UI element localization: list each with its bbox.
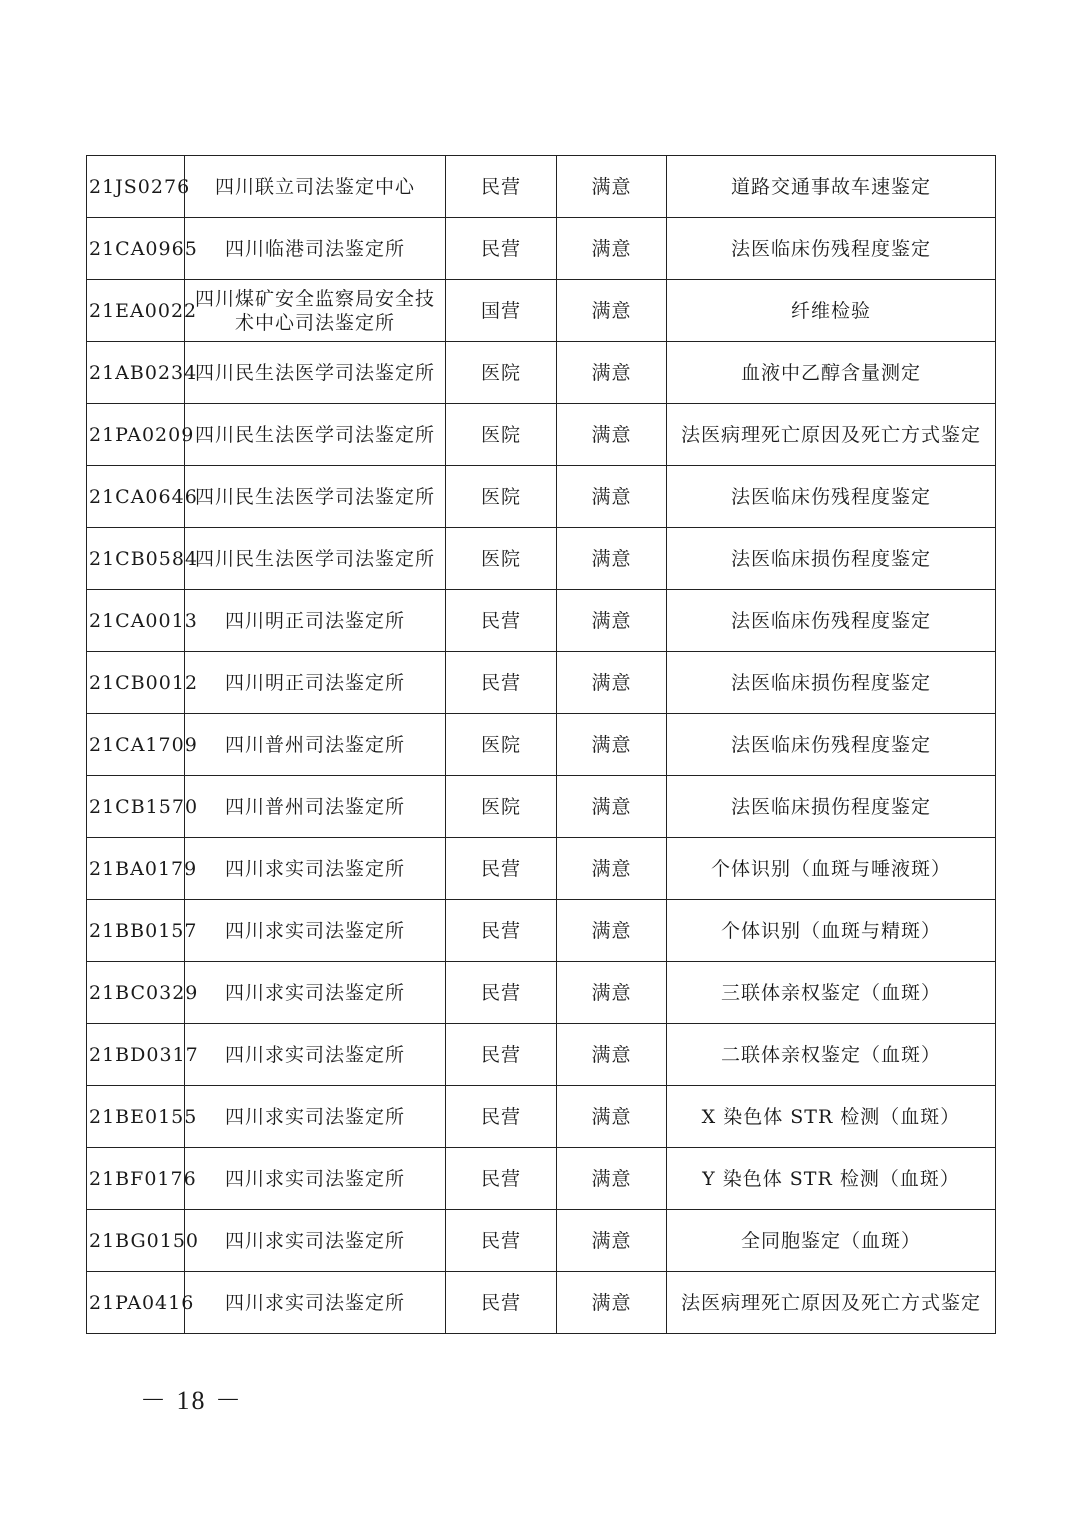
cell-code: 21BF0176 (87, 1148, 185, 1210)
results-table (86, 155, 996, 1334)
cell-code: 21EA0022 (87, 280, 185, 342)
cell-code: 21BE0155 (87, 1086, 185, 1148)
cell-institution: 四川求实司法鉴定所 (185, 962, 446, 1024)
cell-institution: 四川普州司法鉴定所 (185, 714, 446, 776)
cell-project: 三联体亲权鉴定（血斑） (667, 962, 996, 1024)
cell-institution: 四川民生法医学司法鉴定所 (185, 404, 446, 466)
cell-institution: 四川求实司法鉴定所 (185, 1272, 446, 1334)
cell-result: 满意 (557, 714, 667, 776)
cell-code: 21CA0013 (87, 590, 185, 652)
cell-code: 21BA0179 (87, 838, 185, 900)
cell-type: 民营 (446, 900, 557, 962)
cell-institution: 四川民生法医学司法鉴定所 (185, 466, 446, 528)
cell-code: 21CB0584 (87, 528, 185, 590)
cell-result: 满意 (557, 838, 667, 900)
cell-result: 满意 (557, 342, 667, 404)
cell-institution: 四川求实司法鉴定所 (185, 1210, 446, 1272)
table-row (87, 156, 996, 218)
cell-institution: 四川普州司法鉴定所 (185, 776, 446, 838)
cell-project: 血液中乙醇含量测定 (667, 342, 996, 404)
table-row (87, 1210, 996, 1272)
cell-project: 法医临床损伤程度鉴定 (667, 776, 996, 838)
page-number: － 18 － (140, 1386, 244, 1415)
cell-code: 21BB0157 (87, 900, 185, 962)
cell-result: 满意 (557, 466, 667, 528)
table-row (87, 1272, 996, 1334)
cell-type: 医院 (446, 342, 557, 404)
cell-institution: 四川求实司法鉴定所 (185, 838, 446, 900)
cell-type: 医院 (446, 466, 557, 528)
cell-project: 法医病理死亡原因及死亡方式鉴定 (667, 404, 996, 466)
cell-code: 21JS0276 (87, 156, 185, 218)
cell-type: 医院 (446, 528, 557, 590)
table-row (87, 652, 996, 714)
cell-result: 满意 (557, 1210, 667, 1272)
table-row (87, 590, 996, 652)
cell-institution: 四川明正司法鉴定所 (185, 590, 446, 652)
cell-project: 纤维检验 (667, 280, 996, 342)
cell-code: 21AB0234 (87, 342, 185, 404)
table-row (87, 342, 996, 404)
table-row (87, 218, 996, 280)
cell-institution: 四川联立司法鉴定中心 (185, 156, 446, 218)
table-row (87, 838, 996, 900)
table-row (87, 466, 996, 528)
table-row (87, 962, 996, 1024)
cell-result: 满意 (557, 1148, 667, 1210)
cell-code: 21CA1709 (87, 714, 185, 776)
cell-code: 21BG0150 (87, 1210, 185, 1272)
cell-type: 民营 (446, 218, 557, 280)
table-row (87, 528, 996, 590)
cell-institution: 四川临港司法鉴定所 (185, 218, 446, 280)
cell-institution: 四川求实司法鉴定所 (185, 1148, 446, 1210)
cell-type: 民营 (446, 1210, 557, 1272)
cell-result: 满意 (557, 1086, 667, 1148)
cell-result: 满意 (557, 1024, 667, 1086)
cell-code: 21CA0646 (87, 466, 185, 528)
cell-type: 民营 (446, 1148, 557, 1210)
cell-type: 民营 (446, 838, 557, 900)
cell-project: 个体识别（血斑与唾液斑） (667, 838, 996, 900)
cell-code: 21CB0012 (87, 652, 185, 714)
cell-type: 国营 (446, 280, 557, 342)
cell-type: 民营 (446, 1272, 557, 1334)
cell-institution: 四川求实司法鉴定所 (185, 1086, 446, 1148)
cell-type: 民营 (446, 652, 557, 714)
table-row (87, 1086, 996, 1148)
cell-result: 满意 (557, 528, 667, 590)
table-row (87, 776, 996, 838)
cell-project: 法医临床损伤程度鉴定 (667, 528, 996, 590)
cell-result: 满意 (557, 404, 667, 466)
cell-type: 民营 (446, 590, 557, 652)
cell-project: 法医临床损伤程度鉴定 (667, 652, 996, 714)
cell-project: Y 染色体 STR 检测（血斑） (667, 1148, 996, 1210)
cell-code: 21CB1570 (87, 776, 185, 838)
cell-project: 全同胞鉴定（血斑） (667, 1210, 996, 1272)
cell-type: 医院 (446, 714, 557, 776)
cell-type: 民营 (446, 156, 557, 218)
cell-institution: 四川民生法医学司法鉴定所 (185, 528, 446, 590)
table-row (87, 280, 996, 342)
table-row (87, 404, 996, 466)
table-row (87, 714, 996, 776)
cell-project: 二联体亲权鉴定（血斑） (667, 1024, 996, 1086)
table-row (87, 1024, 996, 1086)
cell-institution: 四川明正司法鉴定所 (185, 652, 446, 714)
table-row (87, 900, 996, 962)
cell-project: 法医临床伤残程度鉴定 (667, 590, 996, 652)
cell-result: 满意 (557, 652, 667, 714)
cell-code: 21BC0329 (87, 962, 185, 1024)
cell-result: 满意 (557, 962, 667, 1024)
cell-institution: 四川求实司法鉴定所 (185, 1024, 446, 1086)
cell-project: 个体识别（血斑与精斑） (667, 900, 996, 962)
cell-code: 21BD0317 (87, 1024, 185, 1086)
cell-type: 医院 (446, 776, 557, 838)
cell-project: 法医临床伤残程度鉴定 (667, 218, 996, 280)
cell-institution: 四川民生法医学司法鉴定所 (185, 342, 446, 404)
cell-result: 满意 (557, 900, 667, 962)
cell-result: 满意 (557, 280, 667, 342)
cell-code: 21PA0416 (87, 1272, 185, 1334)
cell-result: 满意 (557, 776, 667, 838)
cell-result: 满意 (557, 590, 667, 652)
cell-type: 医院 (446, 404, 557, 466)
table-row (87, 1148, 996, 1210)
cell-institution: 四川求实司法鉴定所 (185, 900, 446, 962)
cell-project: 法医临床伤残程度鉴定 (667, 466, 996, 528)
cell-result: 满意 (557, 156, 667, 218)
cell-code: 21CA0965 (87, 218, 185, 280)
cell-type: 民营 (446, 962, 557, 1024)
cell-result: 满意 (557, 1272, 667, 1334)
cell-project: 法医临床伤残程度鉴定 (667, 714, 996, 776)
cell-result: 满意 (557, 218, 667, 280)
cell-code: 21PA0209 (87, 404, 185, 466)
cell-project: X 染色体 STR 检测（血斑） (667, 1086, 996, 1148)
cell-type: 民营 (446, 1024, 557, 1086)
cell-project: 道路交通事故车速鉴定 (667, 156, 996, 218)
results-table-body (87, 156, 996, 1334)
cell-project: 法医病理死亡原因及死亡方式鉴定 (667, 1272, 996, 1334)
cell-institution: 四川煤矿安全监察局安全技术中心司法鉴定所 (185, 280, 446, 342)
cell-type: 民营 (446, 1086, 557, 1148)
